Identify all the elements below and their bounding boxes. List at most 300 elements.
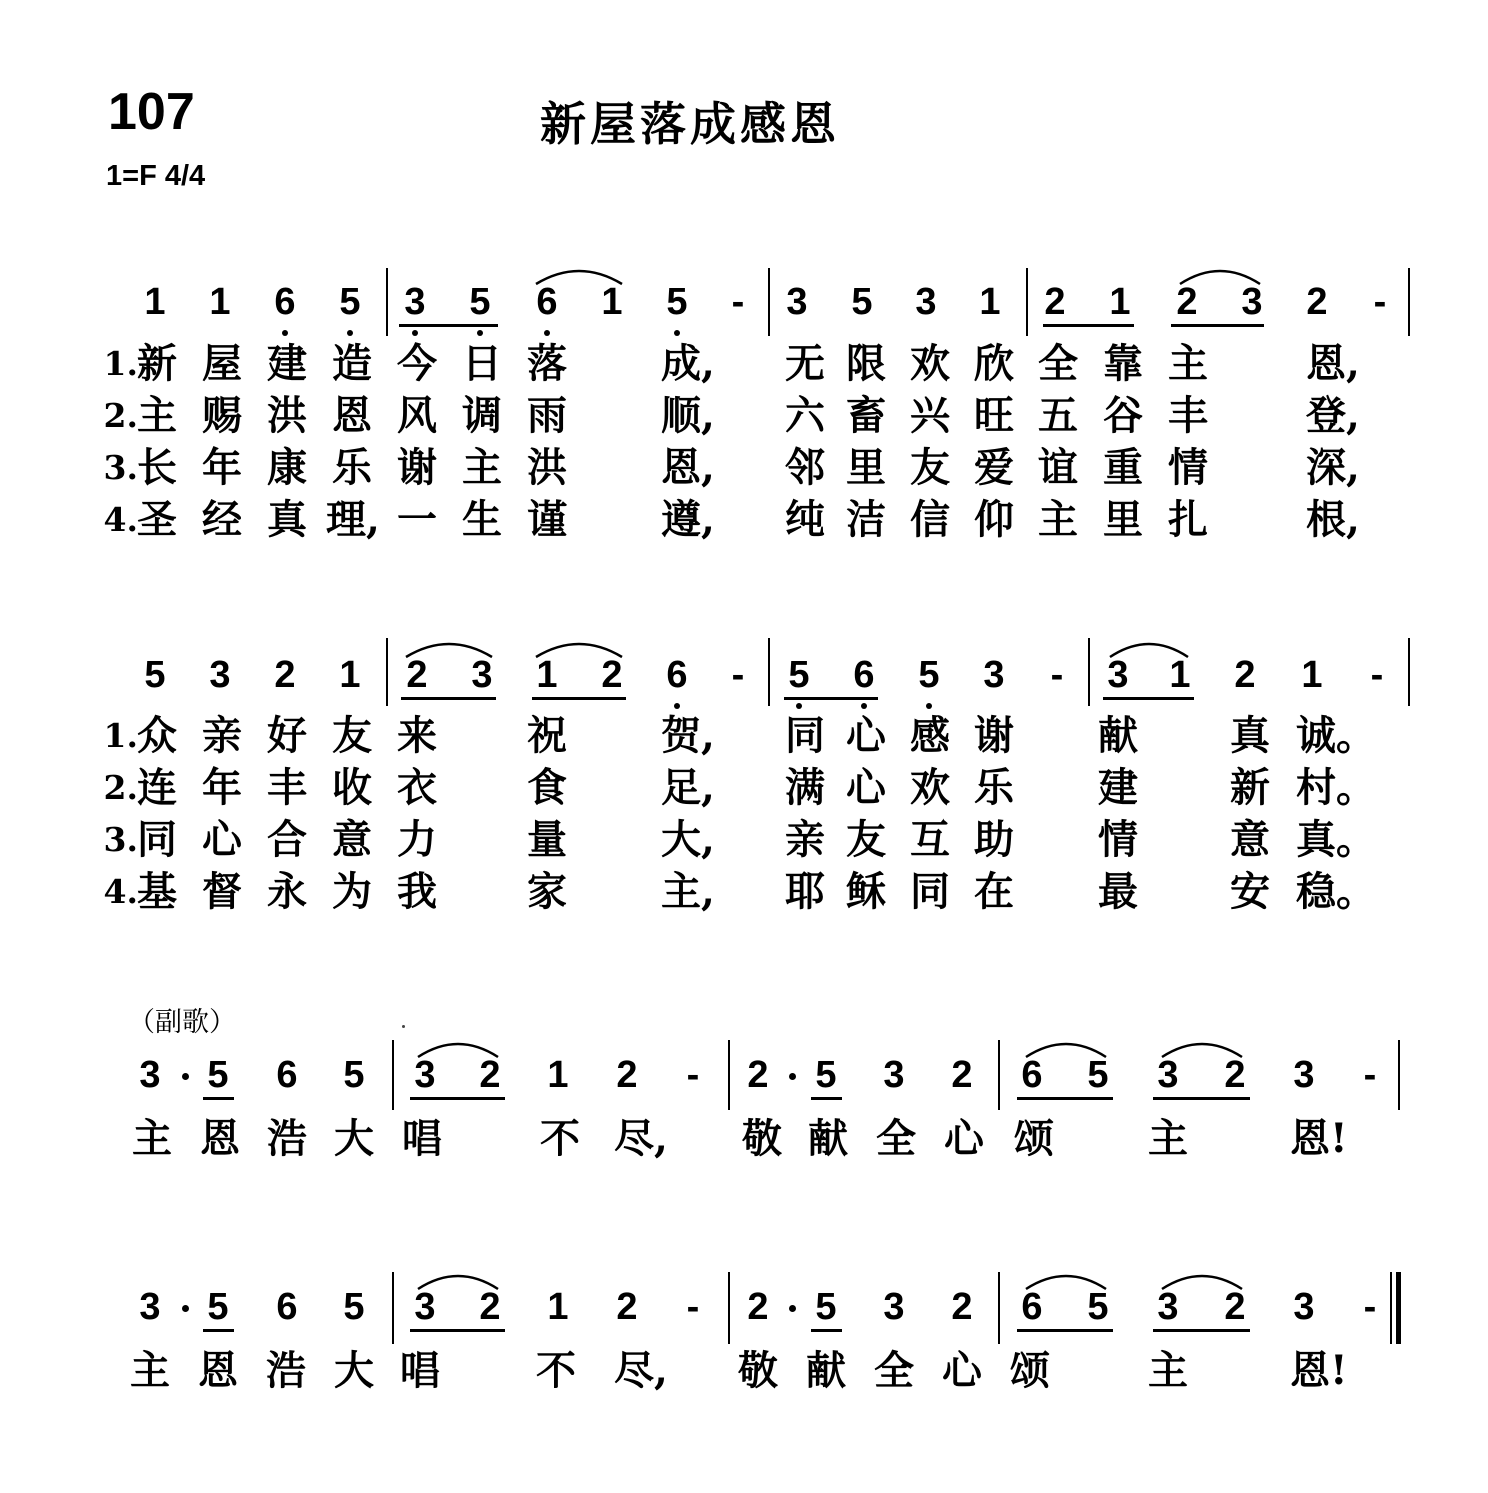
lyric-line	[0, 1347, 1488, 1395]
note: 6	[274, 281, 296, 323]
lyric-syllable: 衣	[397, 764, 437, 811]
barline	[998, 1272, 1000, 1344]
chorus-label: （副歌）	[128, 1007, 236, 1038]
note: 1	[547, 1286, 569, 1328]
note: 2	[1224, 1054, 1246, 1096]
note: 2	[406, 654, 428, 696]
note: 3	[414, 1286, 436, 1328]
lyric-syllable: 献	[1098, 712, 1138, 759]
note: 2	[601, 654, 623, 696]
lyric-syllable: 乐	[974, 764, 1014, 811]
eighth-note-beam	[1103, 697, 1194, 700]
slur	[404, 637, 494, 661]
lyric-syllable: 食	[527, 764, 567, 811]
lyric-line	[0, 496, 1488, 544]
lyric-syllable: 乐	[332, 444, 372, 491]
eighth-note-beam	[203, 1329, 234, 1332]
lyric-syllable: 大	[334, 1347, 374, 1394]
lyric-syllable: 仰	[974, 496, 1014, 543]
lyric-syllable: 为	[332, 868, 372, 915]
barline	[768, 268, 770, 336]
lyric-syllable: 生	[462, 496, 502, 543]
note: 5	[207, 1286, 229, 1328]
lyric-syllable: 大,	[661, 816, 715, 863]
lyric-line	[0, 444, 1488, 492]
lyric-syllable: 畜	[846, 392, 886, 439]
lower-octave-dot	[347, 330, 353, 336]
lyric-syllable: 唱	[400, 1347, 440, 1394]
lyric-syllable: 友	[910, 444, 950, 491]
eighth-note-beam	[811, 1097, 842, 1100]
lyric-syllable: 亲	[785, 816, 825, 863]
lyric-syllable: 恩!	[1290, 1347, 1348, 1394]
lyric-syllable: 深,	[1306, 444, 1360, 491]
note: 3	[209, 654, 231, 696]
note: 2	[1044, 281, 1066, 323]
note: 5	[469, 281, 491, 323]
lyric-syllable: 恩,	[661, 444, 715, 491]
lyric-syllable: 落	[527, 340, 567, 387]
hymn-number: 107	[108, 83, 195, 141]
note: 1	[209, 281, 231, 323]
lyric-syllable: 收	[332, 764, 372, 811]
lyric-syllable: 颂	[1014, 1115, 1054, 1162]
lyric-syllable: 浩	[266, 1347, 306, 1394]
lyric-syllable: 赐	[202, 392, 242, 439]
lyric-syllable: 耶	[785, 868, 825, 915]
lyric-line	[0, 712, 1488, 760]
note: -	[1363, 1286, 1377, 1328]
note: 5	[1087, 1054, 1109, 1096]
lyric-syllable: 尽,	[614, 1115, 668, 1162]
eighth-note-beam	[410, 1329, 505, 1332]
lyric-syllable: 在	[974, 868, 1014, 915]
lower-octave-dot	[674, 330, 680, 336]
lower-octave-dot	[477, 330, 483, 336]
lyric-syllable: 主	[462, 444, 502, 491]
lyric-syllable: 调	[462, 392, 502, 439]
lyric-syllable: 足,	[661, 764, 715, 811]
lyric-syllable: 信	[910, 496, 950, 543]
lyric-syllable: 献	[806, 1347, 846, 1394]
barline	[768, 638, 770, 706]
eighth-note-beam	[1043, 324, 1134, 327]
lyric-syllable: 主	[1038, 496, 1078, 543]
note: 2	[951, 1286, 973, 1328]
hymn-title: 新屋落成感恩	[540, 97, 840, 151]
lyric-syllable: 顺,	[661, 392, 715, 439]
lyric-syllable: 靠	[1103, 340, 1143, 387]
lower-octave-dot	[861, 703, 867, 709]
lyric-syllable: 最	[1098, 868, 1138, 915]
note: 3	[883, 1286, 905, 1328]
note: 2	[616, 1286, 638, 1328]
lyric-syllable: 谷	[1103, 392, 1143, 439]
lyric-line	[0, 340, 1488, 388]
eighth-note-beam	[1017, 1097, 1113, 1100]
lyric-syllable: 今	[397, 340, 437, 387]
lyric-syllable: 爱	[974, 444, 1014, 491]
note: 3	[883, 1054, 905, 1096]
lyric-syllable: 主	[132, 1115, 172, 1162]
lyric-syllable: 同	[910, 868, 950, 915]
barline	[1408, 268, 1410, 336]
lyric-syllable: 登,	[1306, 392, 1360, 439]
lyric-syllable: 尽,	[614, 1347, 668, 1394]
lyric-syllable: 献	[808, 1115, 848, 1162]
verse-number: 3.	[103, 820, 138, 859]
note: 5	[343, 1286, 365, 1328]
note: 3	[1241, 281, 1263, 323]
lyric-line	[0, 868, 1488, 916]
lyric-syllable: 敬	[742, 1115, 782, 1162]
augmentation-dot	[182, 1305, 189, 1312]
lyric-syllable: 恩!	[1290, 1115, 1348, 1162]
lyric-syllable: 同	[785, 712, 825, 759]
note: -	[731, 654, 745, 696]
verse-number: 4.	[103, 872, 138, 911]
lyric-syllable: 主	[137, 392, 177, 439]
key-signature: 1=F 4/4	[106, 160, 206, 192]
note: 1	[1301, 654, 1323, 696]
lyric-syllable: 心	[944, 1115, 984, 1162]
note: 2	[479, 1054, 501, 1096]
slur	[416, 1037, 500, 1061]
lyric-syllable: 众	[137, 712, 177, 759]
lyric-line	[0, 392, 1488, 440]
lyric-syllable: 丰	[1168, 392, 1208, 439]
lyric-syllable: 重	[1103, 444, 1143, 491]
note: -	[686, 1054, 700, 1096]
lyric-syllable: 不	[536, 1347, 576, 1394]
note: 2	[1176, 281, 1198, 323]
lyric-syllable: 大	[334, 1115, 374, 1162]
note: -	[1370, 654, 1384, 696]
lyric-syllable: 里	[1103, 496, 1143, 543]
lyric-syllable: 心	[202, 816, 242, 863]
lyric-syllable: 根,	[1306, 496, 1360, 543]
lyric-syllable: 真	[1230, 712, 1270, 759]
lyric-syllable: 唱	[402, 1115, 442, 1162]
eighth-note-beam	[410, 1097, 505, 1100]
slur	[1160, 1037, 1244, 1061]
note: 3	[1157, 1054, 1179, 1096]
lyric-syllable: 贺,	[661, 712, 715, 759]
lyric-syllable: 诚。	[1296, 712, 1376, 759]
scan-speck	[402, 1025, 405, 1028]
lyric-syllable: 年	[202, 764, 242, 811]
eighth-note-beam	[532, 697, 626, 700]
barline	[1088, 638, 1090, 706]
lyric-syllable: 圣	[137, 496, 177, 543]
lyric-syllable: 谢	[974, 712, 1014, 759]
note: 2	[1306, 281, 1328, 323]
note: 2	[1234, 654, 1256, 696]
verse-number: 1.	[103, 716, 138, 755]
lyric-syllable: 恩	[200, 1115, 240, 1162]
note: 5	[666, 281, 688, 323]
lyric-line	[0, 1115, 1488, 1163]
lyric-syllable: 康	[267, 444, 307, 491]
lyric-syllable: 扎	[1168, 496, 1208, 543]
barline	[386, 268, 388, 336]
note: 3	[1107, 654, 1129, 696]
note: 6	[1021, 1286, 1043, 1328]
lyric-syllable: 雨	[527, 392, 567, 439]
lyric-syllable: 连	[137, 764, 177, 811]
lyric-syllable: 情	[1098, 816, 1138, 863]
barline	[728, 1272, 730, 1344]
eighth-note-beam	[784, 697, 878, 700]
slur	[416, 1269, 500, 1293]
lyric-syllable: 来	[397, 712, 437, 759]
lyric-syllable: 六	[785, 392, 825, 439]
lyric-syllable: 祝	[527, 712, 567, 759]
augmentation-dot	[789, 1073, 796, 1080]
lyric-syllable: 谨	[527, 496, 567, 543]
lyric-syllable: 五	[1038, 392, 1078, 439]
lyric-syllable: 欢	[910, 340, 950, 387]
slur	[1024, 1037, 1108, 1061]
lyric-syllable: 谢	[397, 444, 437, 491]
lyric-syllable: 无	[785, 340, 825, 387]
lyric-syllable: 新	[137, 340, 177, 387]
lyric-syllable: 主	[1148, 1115, 1188, 1162]
verse-number: 1.	[103, 344, 138, 383]
lyric-syllable: 敬	[738, 1347, 778, 1394]
lyric-syllable: 我	[397, 868, 437, 915]
lyric-syllable: 限	[846, 340, 886, 387]
lyric-syllable: 成,	[661, 340, 715, 387]
lower-octave-dot	[674, 703, 680, 709]
barline	[1398, 1040, 1400, 1110]
barline	[728, 1040, 730, 1110]
note: 2	[747, 1054, 769, 1096]
verse-number: 2.	[103, 768, 138, 807]
lyric-syllable: 真。	[1296, 816, 1376, 863]
lyric-syllable: 丰	[267, 764, 307, 811]
lyric-syllable: 永	[267, 868, 307, 915]
lyric-syllable: 心	[942, 1347, 982, 1394]
note: 6	[276, 1286, 298, 1328]
note: 1	[979, 281, 1001, 323]
eighth-note-beam	[1017, 1329, 1113, 1332]
note: 3	[1293, 1054, 1315, 1096]
note: 2	[479, 1286, 501, 1328]
lyric-syllable: 家	[527, 868, 567, 915]
note: 3	[404, 281, 426, 323]
note: 1	[1109, 281, 1131, 323]
lyric-syllable: 稳。	[1296, 868, 1376, 915]
lyric-syllable: 经	[202, 496, 242, 543]
lyric-syllable: 主	[1168, 340, 1208, 387]
lower-octave-dot	[926, 703, 932, 709]
note: 3	[983, 654, 1005, 696]
lyric-syllable: 稣	[846, 868, 886, 915]
lyric-line	[0, 816, 1488, 864]
note: 2	[747, 1286, 769, 1328]
lyric-syllable: 洪	[527, 444, 567, 491]
lyric-syllable: 感	[910, 712, 950, 759]
lyric-syllable: 年	[202, 444, 242, 491]
note: 6	[276, 1054, 298, 1096]
note: 3	[1157, 1286, 1179, 1328]
note: -	[1050, 654, 1064, 696]
lyric-syllable: 屋	[202, 340, 242, 387]
slur	[1178, 264, 1262, 288]
eighth-note-beam	[401, 697, 496, 700]
eighth-note-beam	[1171, 324, 1264, 327]
note: 3	[471, 654, 493, 696]
eighth-note-beam	[811, 1329, 842, 1332]
note: 3	[414, 1054, 436, 1096]
lyric-syllable: 友	[332, 712, 372, 759]
lower-octave-dot	[796, 703, 802, 709]
lyric-syllable: 恩	[332, 392, 372, 439]
note: 5	[339, 281, 361, 323]
lyric-syllable: 风	[397, 392, 437, 439]
note: 3	[786, 281, 808, 323]
note: 5	[144, 654, 166, 696]
note: 1	[339, 654, 361, 696]
lyric-syllable: 里	[846, 444, 886, 491]
note: 2	[616, 1054, 638, 1096]
note: 1	[547, 1054, 569, 1096]
note: 5	[918, 654, 940, 696]
lyric-syllable: 量	[527, 816, 567, 863]
lyric-syllable: 兴	[910, 392, 950, 439]
lyric-syllable: 纯	[785, 496, 825, 543]
note: 3	[139, 1286, 161, 1328]
slur	[534, 264, 624, 288]
note: 5	[343, 1054, 365, 1096]
lyric-syllable: 理,	[326, 496, 380, 543]
lyric-syllable: 心	[846, 712, 886, 759]
note: 3	[1293, 1286, 1315, 1328]
note: 1	[536, 654, 558, 696]
note: -	[686, 1286, 700, 1328]
slur	[1160, 1269, 1244, 1293]
lyric-syllable: 情	[1168, 444, 1208, 491]
final-barline-thick	[1396, 1272, 1401, 1344]
lyric-syllable: 欣	[974, 340, 1014, 387]
lower-octave-dot	[412, 330, 418, 336]
final-barline-thin	[1390, 1272, 1392, 1344]
verse-number: 2.	[103, 396, 138, 435]
lyric-syllable: 全	[874, 1347, 914, 1394]
slur	[1108, 637, 1190, 661]
slur	[534, 637, 624, 661]
note: 2	[951, 1054, 973, 1096]
lower-octave-dot	[282, 330, 288, 336]
lyric-syllable: 旺	[974, 392, 1014, 439]
lyric-syllable: 长	[137, 444, 177, 491]
lyric-syllable: 谊	[1038, 444, 1078, 491]
note: 5	[851, 281, 873, 323]
lower-octave-dot	[544, 330, 550, 336]
eighth-note-beam	[203, 1097, 234, 1100]
note: 5	[788, 654, 810, 696]
note: 5	[1087, 1286, 1109, 1328]
lyric-syllable: 全	[876, 1115, 916, 1162]
lyric-syllable: 颂	[1010, 1347, 1050, 1394]
barline	[386, 638, 388, 706]
lyric-syllable: 友	[846, 816, 886, 863]
lyric-syllable: 一	[397, 496, 437, 543]
lyric-syllable: 建	[1098, 764, 1138, 811]
barline	[392, 1040, 394, 1110]
lyric-syllable: 建	[267, 340, 307, 387]
lyric-syllable: 造	[332, 340, 372, 387]
note: 3	[139, 1054, 161, 1096]
lyric-syllable: 村。	[1296, 764, 1376, 811]
lyric-syllable: 主,	[661, 868, 715, 915]
note: 3	[915, 281, 937, 323]
lyric-syllable: 互	[910, 816, 950, 863]
note: 6	[1021, 1054, 1043, 1096]
note: 5	[207, 1054, 229, 1096]
augmentation-dot	[789, 1305, 796, 1312]
eighth-note-beam	[399, 324, 498, 327]
lyric-syllable: 欢	[910, 764, 950, 811]
augmentation-dot	[182, 1073, 189, 1080]
note: 6	[666, 654, 688, 696]
verse-number: 3.	[103, 448, 138, 487]
lyric-syllable: 亲	[202, 712, 242, 759]
note: 5	[815, 1286, 837, 1328]
lyric-syllable: 洪	[267, 392, 307, 439]
lyric-syllable: 浩	[267, 1115, 307, 1162]
lyric-syllable: 全	[1038, 340, 1078, 387]
lyric-syllable: 安	[1230, 868, 1270, 915]
note: 6	[853, 654, 875, 696]
lyric-syllable: 好	[267, 712, 307, 759]
lyric-syllable: 恩	[198, 1347, 238, 1394]
lyric-syllable: 恩,	[1306, 340, 1360, 387]
note: 2	[1224, 1286, 1246, 1328]
lyric-syllable: 助	[974, 816, 1014, 863]
lyric-syllable: 洁	[846, 496, 886, 543]
note: -	[1373, 281, 1387, 323]
note: 1	[1169, 654, 1191, 696]
lyric-syllable: 遵,	[661, 496, 715, 543]
note: 1	[144, 281, 166, 323]
lyric-syllable: 意	[332, 816, 372, 863]
barline	[1408, 638, 1410, 706]
barline	[998, 1040, 1000, 1110]
lyric-syllable: 邻	[785, 444, 825, 491]
note: 1	[601, 281, 623, 323]
lyric-syllable: 主	[130, 1347, 170, 1394]
eighth-note-beam	[1153, 1097, 1250, 1100]
lyric-syllable: 心	[846, 764, 886, 811]
lyric-syllable: 同	[137, 816, 177, 863]
note: -	[1363, 1054, 1377, 1096]
lyric-syllable: 真	[267, 496, 307, 543]
verse-number: 4.	[103, 500, 138, 539]
lyric-syllable: 日	[462, 340, 502, 387]
lyric-syllable: 新	[1230, 764, 1270, 811]
lyric-syllable: 意	[1230, 816, 1270, 863]
lyric-syllable: 力	[397, 816, 437, 863]
lyric-syllable: 督	[202, 868, 242, 915]
lyric-syllable: 不	[540, 1115, 580, 1162]
note: -	[731, 281, 745, 323]
eighth-note-beam	[1153, 1329, 1250, 1332]
note: 2	[274, 654, 296, 696]
barline	[392, 1272, 394, 1344]
note: 6	[536, 281, 558, 323]
